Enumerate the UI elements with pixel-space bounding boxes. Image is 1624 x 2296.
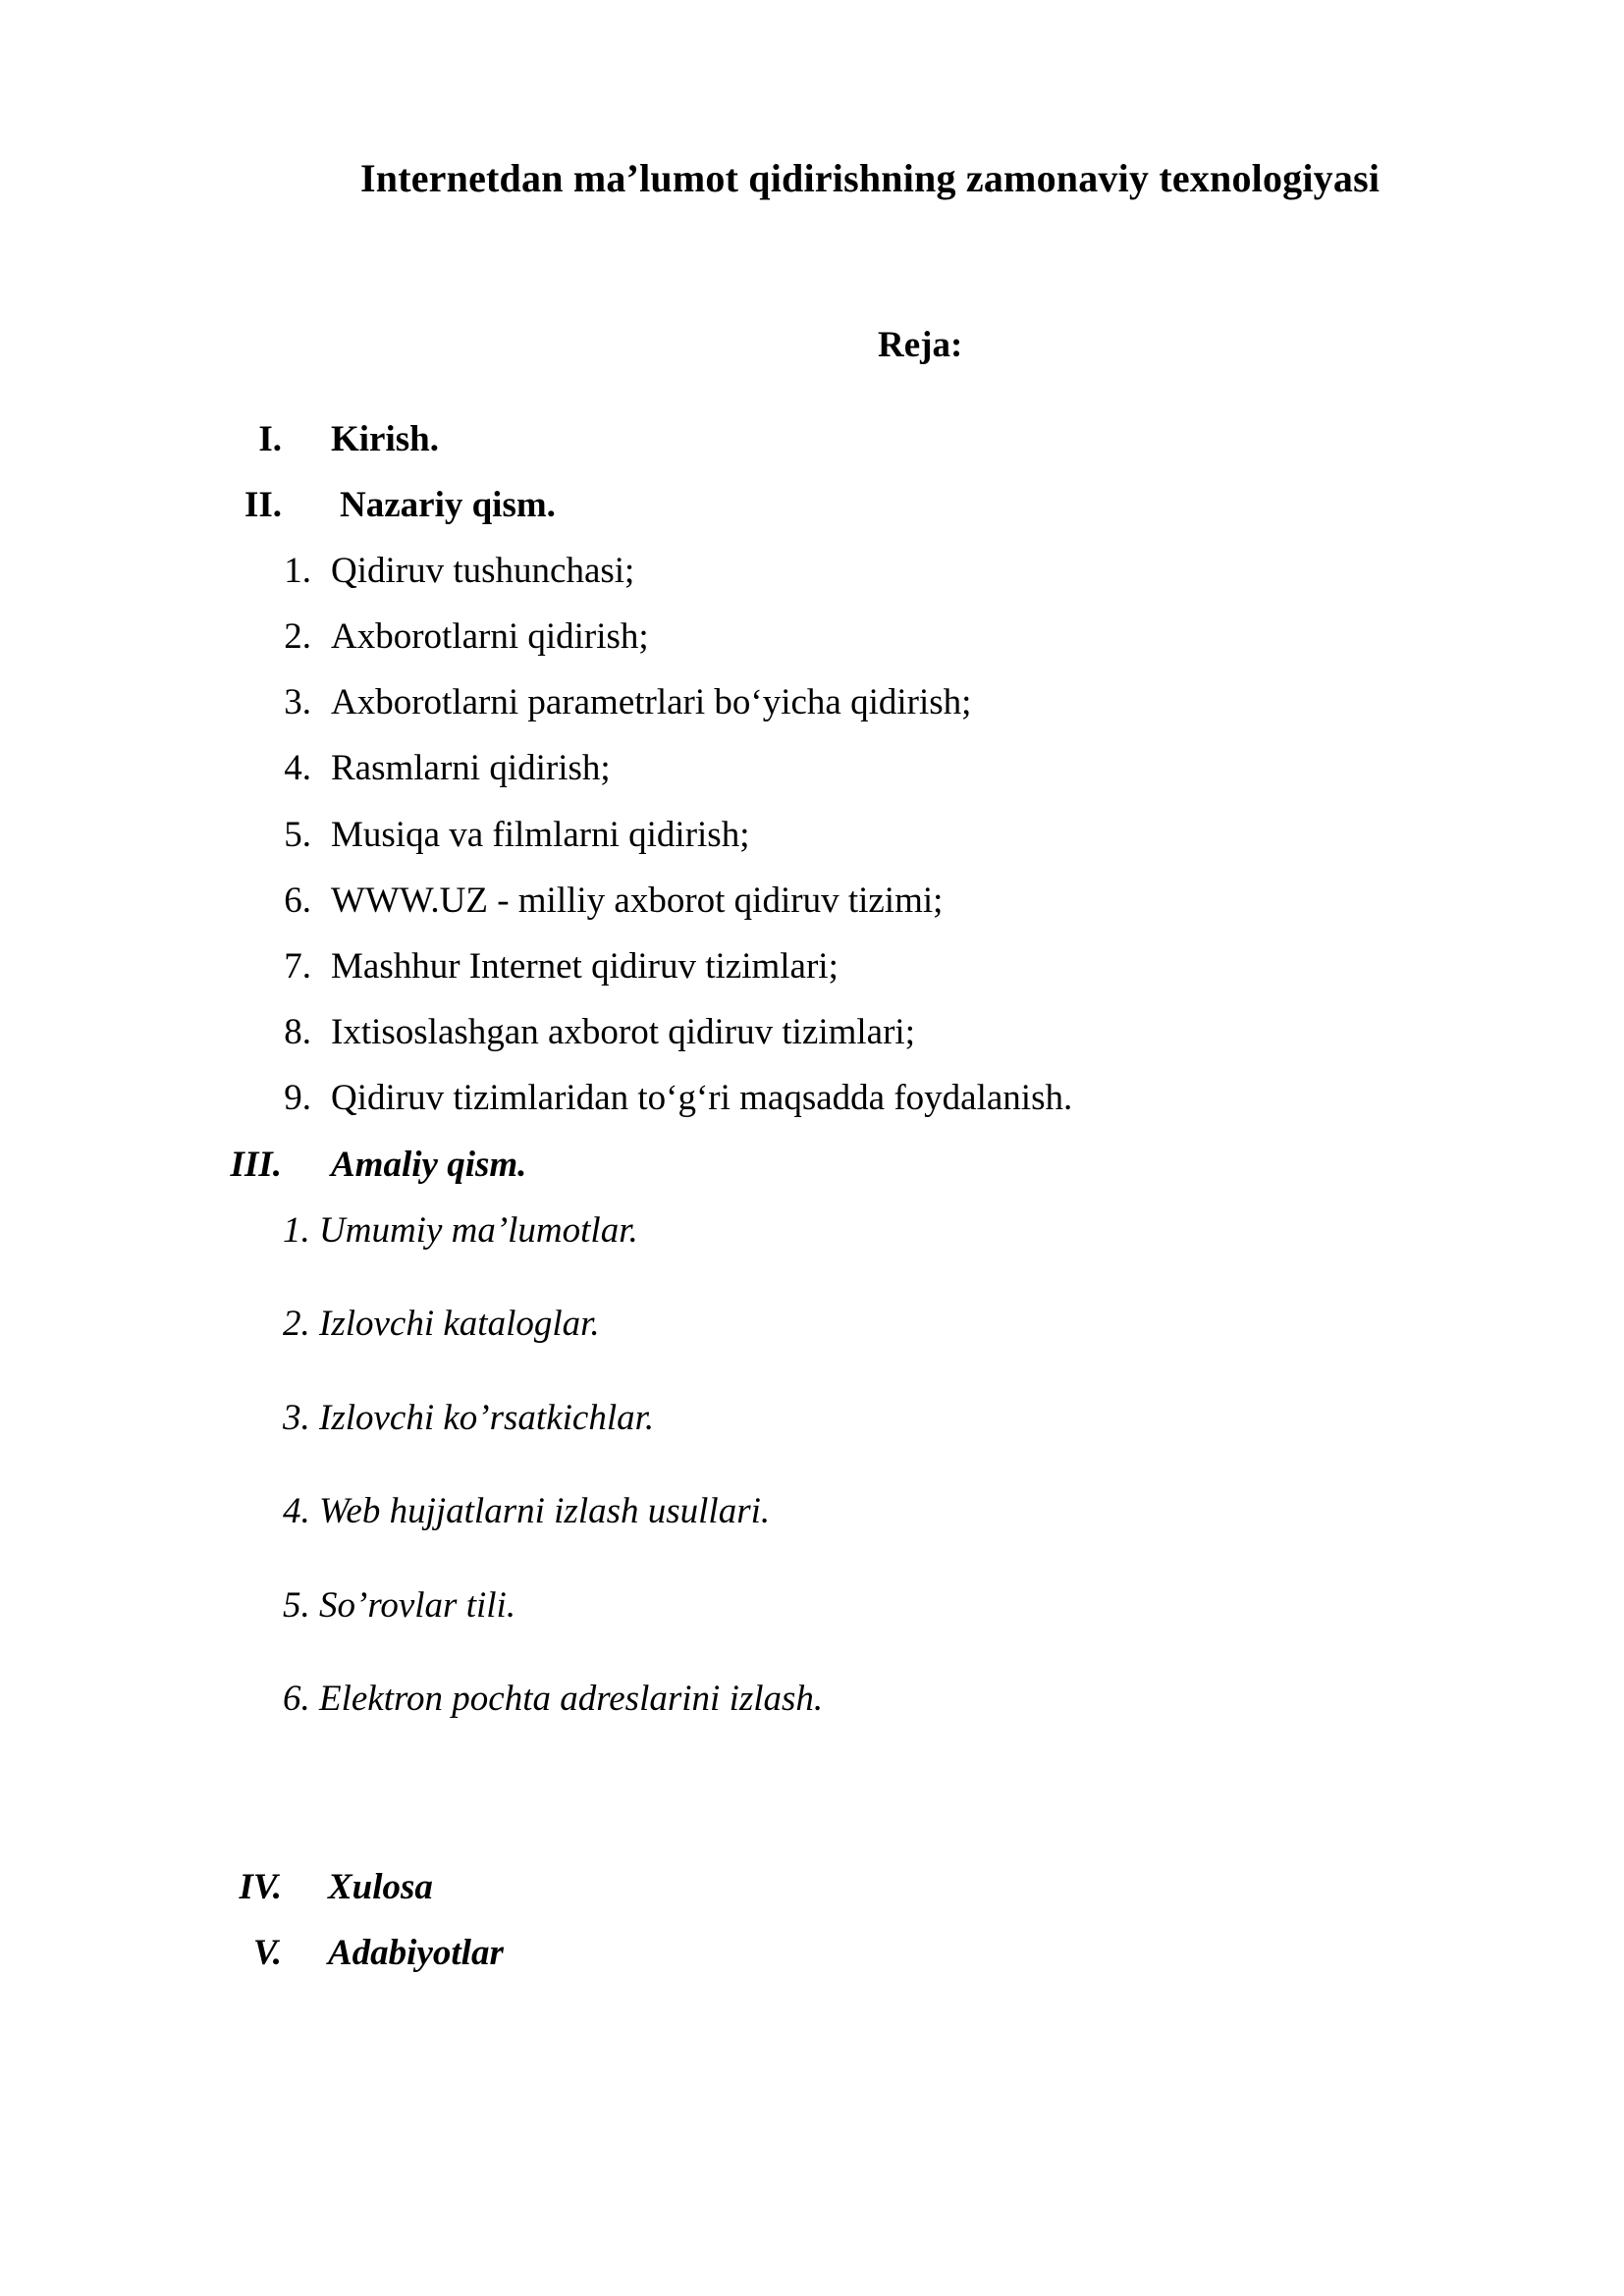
- theory-item-number: 2.: [284, 616, 311, 657]
- section-label-5: Adabiyotlar: [328, 1933, 504, 1973]
- section-label-3: Amaliy qism.: [331, 1145, 527, 1185]
- section-numeral-5: V.: [252, 1933, 282, 1973]
- section-numeral-1: I.: [258, 419, 282, 459]
- practice-item: 3. Izlovchi ko’rsatkichlar.: [283, 1398, 655, 1438]
- section-label-1: Kirish.: [331, 419, 439, 459]
- theory-item-number: 5.: [284, 815, 311, 855]
- theory-item-number: 6.: [284, 881, 311, 921]
- practice-item: 4. Web hujjatlarni izlash usullari.: [283, 1491, 771, 1531]
- section-numeral-3: III.: [230, 1145, 282, 1185]
- theory-item-text: WWW.UZ - milliy axborot qidiruv tizimi;: [331, 881, 944, 921]
- theory-item-text: Mashhur Internet qidiruv tizimlari;: [331, 946, 839, 987]
- theory-item-text: Musiqa va filmlarni qidirish;: [331, 815, 750, 855]
- practice-item: 1. Umumiy ma’lumotlar.: [283, 1210, 638, 1251]
- practice-item: 2. Izlovchi kataloglar.: [283, 1304, 600, 1344]
- practice-item: 5. So’rovlar tili.: [283, 1585, 516, 1626]
- theory-item-text: Rasmlarni qidirish;: [331, 748, 611, 788]
- theory-item-number: 9.: [284, 1078, 311, 1118]
- theory-item-text: Qidiruv tushunchasi;: [331, 551, 635, 591]
- theory-item-text: Ixtisoslashgan axborot qidiruv tizimlari;: [331, 1012, 915, 1052]
- section-numeral-4: IV.: [239, 1867, 282, 1907]
- practice-item: 6. Elektron pochta adreslarini izlash.: [283, 1679, 824, 1719]
- theory-item-text: Qidiruv tizimlaridan to‘g‘ri maqsadda foydalanish.: [331, 1078, 1073, 1118]
- theory-item-number: 7.: [284, 946, 311, 987]
- theory-item-number: 4.: [284, 748, 311, 788]
- document-title: Internetdan ma’lumot qidirishning zamonaviy texnologiyasi: [360, 156, 1380, 200]
- theory-item-text: Axborotlarni parametrlari bo‘yicha qidirish;: [331, 682, 972, 722]
- theory-item-text: Axborotlarni qidirish;: [331, 616, 649, 657]
- theory-item-number: 1.: [284, 551, 311, 591]
- section-numeral-2: II.: [244, 485, 282, 525]
- plan-heading: Reja:: [878, 325, 963, 365]
- theory-item-number: 8.: [284, 1012, 311, 1052]
- section-label-2: Nazariy qism.: [340, 485, 556, 525]
- section-label-4: Xulosa: [328, 1867, 433, 1907]
- theory-item-number: 3.: [284, 682, 311, 722]
